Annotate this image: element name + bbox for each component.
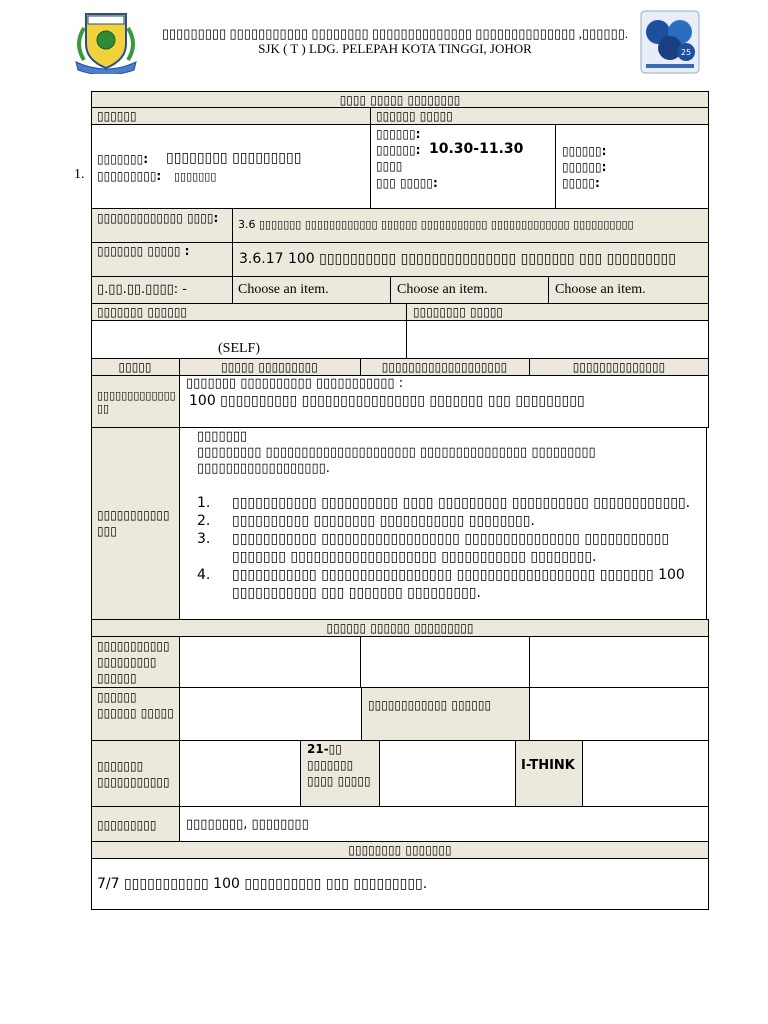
ministry-logo (640, 10, 700, 74)
content-standard-label: ▯▯▯▯▯▯▯▯▯▯▯▯▯ ▯▯▯▯: (97, 211, 219, 225)
activity-item: 2. ▯▯▯▯▯▯▯▯▯▯ ▯▯▯▯▯▯▯▯ ▯▯▯▯▯▯▯▯▯▯▯ ▯▯▯▯▯▯▯▯. (197, 513, 535, 529)
elements-i-think: I-THINK (521, 758, 575, 773)
elements-row3-label: ▯▯▯▯▯▯▯ ▯▯▯▯▯▯▯▯▯▯▯ (97, 759, 170, 789)
elements-row1-label: ▯▯▯▯▯▯▯▯▯▯▯ ▯▯▯▯▯▯▯▯▯ ▯▯▯▯▯▯ (97, 639, 170, 685)
form-title: ▯▯▯▯ ▯▯▯▯▯ ▯▯▯▯▯▯▯▯ (339, 93, 461, 107)
code-label: ▯.▯▯.▯▯.▯▯▯▯: - (97, 282, 187, 297)
outcome-line-1: ▯▯▯▯▯▯▯ ▯▯▯▯▯▯▯▯▯▯ ▯▯▯▯▯▯▯▯▯▯▯ : (186, 376, 404, 391)
school-logo (72, 10, 140, 74)
col-header-4: ▯▯▯▯▯▯▯▯▯▯▯▯▯▯ (572, 360, 666, 374)
activity-item: 1. ▯▯▯▯▯▯▯▯▯▯▯ ▯▯▯▯▯▯▯▯▯▯ ▯▯▯▯ ▯▯▯▯▯▯▯▯▯ ▯▯▯▯▯▯▯▯▯▯ ▯▯▯▯▯▯▯▯▯▯▯▯. (197, 495, 691, 511)
section-left-header: ▯▯▯▯▯▯ (97, 109, 137, 123)
choose-item-1[interactable]: Choose an item. (238, 282, 329, 297)
term-label: ▯▯▯▯▯▯: (562, 160, 607, 174)
day-label: ▯▯▯ ▯▯▯▯▯: (376, 176, 438, 190)
learning-standard-value: 3.6.17 100 ▯▯▯▯▯▯▯▯▯▯ ▯▯▯▯▯▯▯▯▯▯▯▯▯▯▯ ▯▯▯▯▯▯▯ ▯▯▯ ▯▯▯▯▯▯▯▯▯ (239, 251, 676, 267)
week-label: ▯▯▯▯▯▯: (562, 144, 607, 158)
activity-item: 3. ▯▯▯▯▯▯▯▯▯▯▯ ▯▯▯▯▯▯▯▯▯▯▯▯▯▯▯▯▯▯ ▯▯▯▯▯▯▯▯▯▯▯▯▯▯▯ ▯▯▯▯▯▯▯▯▯▯▯ ▯▯▯▯▯▯▯ ▯▯▯▯▯▯▯▯▯▯▯▯▯▯▯▯▯▯▯ ▯▯▯▯▯▯▯▯▯▯▯ ▯▯▯▯▯▯▯▯. (197, 531, 670, 565)
svg-text:25: 25 (680, 48, 692, 57)
elements-21st-century: 21-▯▯ ▯▯▯▯▯▯▯ ▯▯▯▯ ▯▯▯▯▯ (307, 742, 371, 788)
elements-row2-label: ▯▯▯▯▯▯ ▯▯▯▯▯▯ ▯▯▯▯▯ (97, 690, 174, 720)
col-header-2: ▯▯▯▯▯ ▯▯▯▯▯▯▯▯▯ (221, 360, 318, 374)
elements-row4-label: ▯▯▯▯▯▯▯▯▯ (97, 818, 157, 832)
content-standard-value: 3.6 ▯▯▯▯▯▯▯ ▯▯▯▯▯▯▯▯▯▯▯▯ ▯▯▯▯▯▯ ▯▯▯▯▯▯▯▯▯▯▯ ▯▯▯▯▯▯▯▯▯▯▯▯▯ ▯▯▯▯▯▯▯▯▯▯ (238, 218, 634, 231)
elements-row2-mid-label: ▯▯▯▯▯▯▯▯▯▯▯▯ ▯▯▯▯▯▯ (368, 698, 492, 712)
choose-item-2[interactable]: Choose an item. (397, 282, 488, 297)
time-suffix: ▯▯▯▯ (376, 159, 403, 173)
activities-heading: ▯▯▯▯▯▯▯ (197, 429, 248, 444)
choose-item-3[interactable]: Choose an item. (555, 282, 646, 297)
elements-title: ▯▯▯▯▯▯ ▯▯▯▯▯▯ ▯▯▯▯▯▯▯▯▯ (326, 621, 474, 635)
school-name-malay: ▯▯▯▯▯▯▯▯▯ ▯▯▯▯▯▯▯▯▯▯▯ ▯▯▯▯▯▯▯▯ ▯▯▯▯▯▯▯▯▯▯▯▯▯▯ ▯▯▯▯▯▯▯▯▯▯▯▯▯▯ ,▯▯▯▯▯▯. (161, 26, 629, 41)
activity-item: 4. ▯▯▯▯▯▯▯▯▯▯▯ ▯▯▯▯▯▯▯▯▯▯▯▯▯▯▯▯▯ ▯▯▯▯▯▯▯▯▯▯▯▯▯▯▯▯▯▯ ▯▯▯▯▯▯▯ 100 ▯▯▯▯▯▯▯▯▯▯▯ ▯▯▯ ▯▯▯▯▯▯▯ ▯▯▯▯▯▯▯▯▯. (197, 567, 685, 601)
year-label: ▯▯▯▯▯: (562, 176, 600, 190)
time-value: 10.30-11.30 (429, 141, 524, 157)
outcome-label: ▯▯▯▯▯▯▯▯▯▯▯▯▯ ▯▯ (97, 389, 176, 415)
activities-label: ▯▯▯▯▯▯▯▯▯▯▯ ▯▯▯ (97, 508, 170, 538)
class-label: ▯▯▯▯▯▯▯▯▯: (97, 169, 162, 183)
class-value: ▯▯▯▯▯▯▯ (174, 170, 217, 183)
right-sub-header: ▯▯▯▯▯▯▯▯ ▯▯▯▯▯ (413, 305, 504, 319)
outcome-line-2: 100 ▯▯▯▯▯▯▯▯▯▯ ▯▯▯▯▯▯▯▯▯▯▯▯▯▯▯▯ ▯▯▯▯▯▯▯ ▯▯▯ ▯▯▯▯▯▯▯▯▯ (189, 393, 585, 409)
elements-row4-value: ▯▯▯▯▯▯▯▯, ▯▯▯▯▯▯▯▯ (186, 817, 309, 832)
time-label: ▯▯▯▯▯▯: (376, 143, 421, 157)
date-label: ▯▯▯▯▯▯: (376, 127, 421, 141)
school-name-english: SJK ( T ) LDG. PELEPAH KOTA TINGGI, JOHOR (258, 41, 532, 56)
reflection-title: ▯▯▯▯▯▯▯▯ ▯▯▯▯▯▯▯ (348, 843, 452, 857)
learning-standard-label: ▯▯▯▯▯▯▯ ▯▯▯▯▯ : (97, 244, 190, 258)
activities-list (197, 494, 697, 602)
subject-value: ▯▯▯▯▯▯▯▯ ▯▯▯▯▯▯▯▯▯ (166, 150, 302, 166)
self-text: (SELF) (218, 341, 260, 356)
row-number: 1. (74, 167, 85, 182)
col-header-3: ▯▯▯▯▯▯▯▯▯▯▯▯▯▯▯▯▯▯▯ (381, 360, 508, 374)
reflection-text: 7/7 ▯▯▯▯▯▯▯▯▯▯▯ 100 ▯▯▯▯▯▯▯▯▯▯ ▯▯▯ ▯▯▯▯▯▯▯▯▯. (97, 876, 428, 892)
subject-label: ▯▯▯▯▯▯▯: (97, 152, 149, 166)
left-sub-header: ▯▯▯▯▯▯▯ ▯▯▯▯▯▯ (97, 305, 188, 319)
activities-intro: ▯▯▯▯▯▯▯▯▯ ▯▯▯▯▯▯▯▯▯▯▯▯▯▯▯▯▯▯▯▯▯ ▯▯▯▯▯▯▯▯▯▯▯▯▯▯▯ ▯▯▯▯▯▯▯▯▯ ▯▯▯▯▯▯▯▯▯▯▯▯▯▯▯▯▯▯. (197, 445, 596, 476)
col-header-1: ▯▯▯▯▯ (118, 360, 152, 374)
section-right-header: ▯▯▯▯▯▯ ▯▯▯▯▯ (376, 109, 453, 123)
